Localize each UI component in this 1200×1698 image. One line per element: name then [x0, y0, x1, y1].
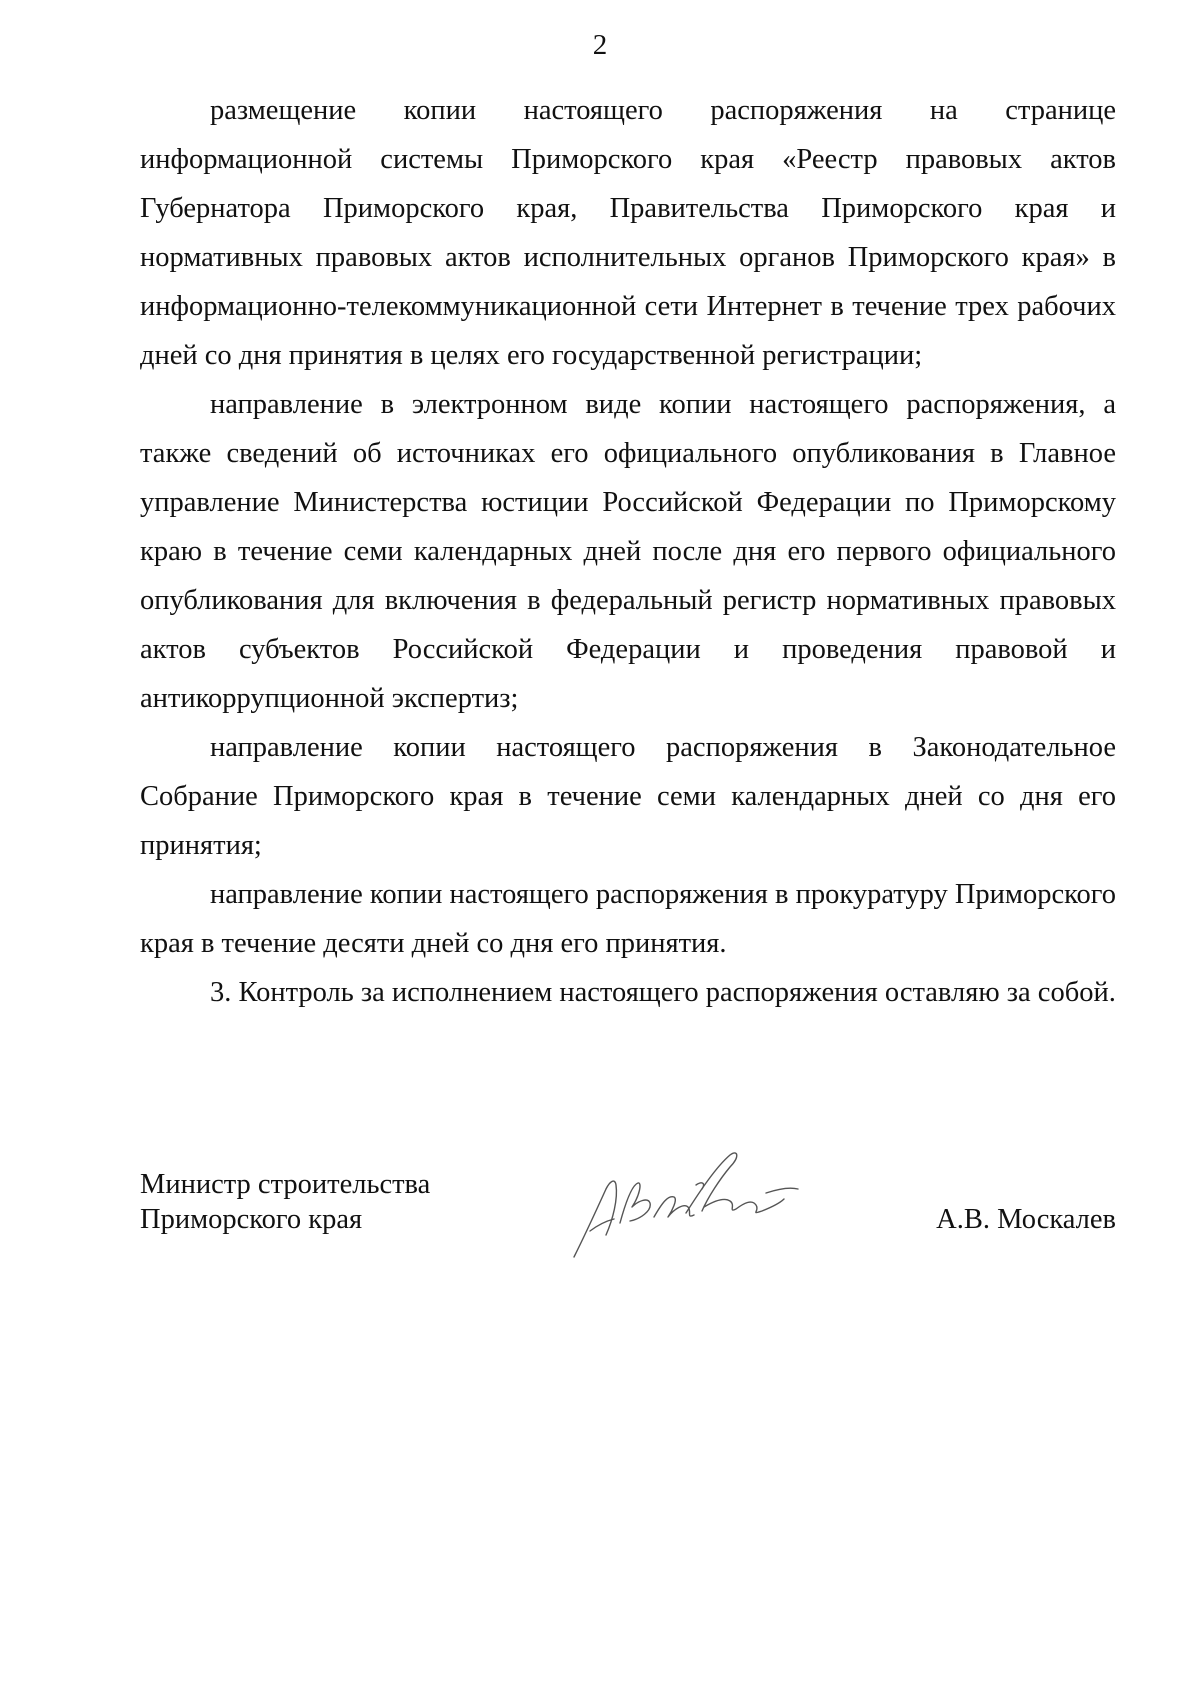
paragraph-prosecutor: направление копии настоящего распоряжения в прокуратуру Приморского края в течение десяти дней со дня его принятия. — [140, 879, 1116, 959]
paragraph-control: 3. Контроль за исполнением настоящего распоряжения оставляю за собой. — [210, 977, 1116, 1008]
document-body — [140, 86, 1116, 1017]
signer-name: А.В. Москалев — [936, 1204, 1116, 1235]
signer-position-line-1: Министр строительства — [140, 1169, 431, 1200]
signer-position — [140, 1167, 430, 1237]
signature-block — [140, 1167, 1116, 1277]
paragraph-justice-ministry: направление в электронном виде копии настоящего распоряжения, а также сведений об источниках его официального опубликования в Главное управление Министерства юстиции Российской Федерации по Приморскому краю в течение семи календарных дней после дня его первого официального опубликования для включения в федеральный регистр нормативных правовых актов субъектов Российской Федерации и проведения правовой и антикоррупционной экспертиз; — [140, 389, 1116, 714]
handwritten-signature-icon — [568, 1145, 818, 1260]
page-number: 2 — [592, 29, 608, 61]
signer-position-line-2: Приморского края — [140, 1204, 363, 1235]
paragraph-registry-placement: размещение копии настоящего распоряжения на странице информационной системы Приморского края «Реестр правовых актов Губернатора Приморского края, Правительства Приморского края и нормативных правовых актов исполнительных органов Приморского края» в информационно-телекоммуникационной сети Интернет в течение трех рабочих дней со дня принятия в целях его государственной регистрации; — [140, 95, 1116, 371]
paragraph-legislative-assembly: направление копии настоящего распоряжения в Законодательное Собрание Приморского края в течение семи календарных дней со дня его принятия; — [140, 732, 1116, 861]
